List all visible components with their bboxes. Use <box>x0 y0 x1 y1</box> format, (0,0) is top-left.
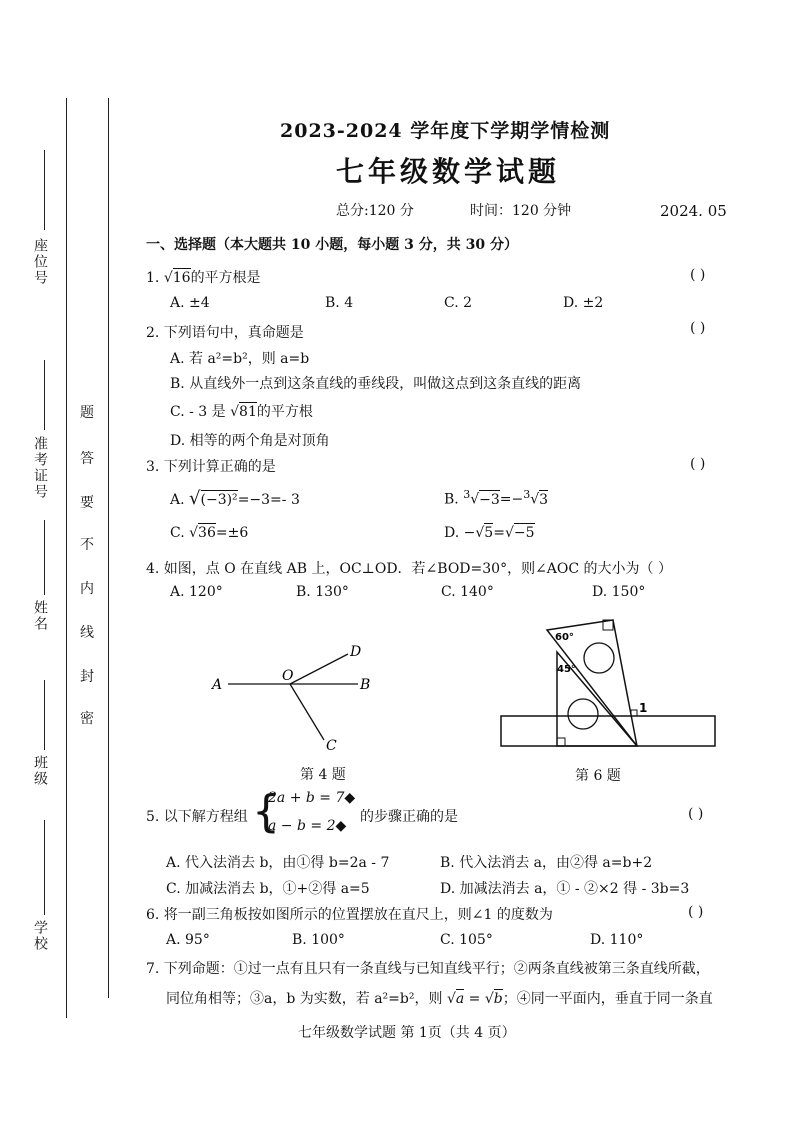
exam-id-field[interactable] <box>44 360 46 430</box>
q3-b-radicand: −3 <box>479 491 500 508</box>
point-o-label: O <box>282 668 294 684</box>
q6-option-a[interactable]: A. 95° <box>166 932 210 948</box>
page-footer: 七年级数学试题 第 1页（共 4 页） <box>298 1025 516 1041</box>
q5-stem-pre: 5. 以下解方程组 <box>146 809 248 825</box>
ray-od <box>290 654 348 684</box>
point-d-label: D <box>350 644 362 660</box>
sqrt-symbol: √ <box>530 491 540 508</box>
q2-option-d[interactable]: D. 相等的两个角是对顶角 <box>170 433 330 449</box>
sqrt-symbol: √ <box>189 525 199 541</box>
angle-45-label: 45° <box>557 664 576 675</box>
q3-b-index: 3 <box>463 488 471 501</box>
q4-figure <box>200 640 390 755</box>
q6-option-d[interactable]: D. 110° <box>590 932 644 948</box>
q3-option-c[interactable] <box>170 525 248 541</box>
q3-b-mid: =− <box>499 491 524 508</box>
seal-char: 要 <box>80 495 94 511</box>
q2-option-a[interactable]: A. 若 a²=b²，则 a=b <box>170 351 310 367</box>
q4-option-d[interactable]: D. 150° <box>592 584 646 600</box>
sqrt-symbol: √ <box>475 525 485 541</box>
q5-option-d[interactable]: D. 加减法消去 a，① - ②×2 得 - 3b=3 <box>440 881 690 897</box>
equation-brace: { <box>252 786 280 837</box>
q5-option-b[interactable]: B. 代入法消去 a，由②得 a=b+2 <box>440 855 653 871</box>
q6-figure-caption: 第 6 题 <box>575 768 621 784</box>
exam-title: 七年级数学试题 <box>336 155 561 188</box>
q3-c-label: C. <box>170 525 185 541</box>
total-score: 总分:120 分 <box>336 203 414 219</box>
seal-char: 题 <box>80 405 94 421</box>
q5-option-a[interactable]: A. 代入法消去 b，由①得 b=2a - 7 <box>166 855 390 871</box>
angle-60-label: 60° <box>555 632 574 643</box>
triangle-hole-top <box>584 643 614 673</box>
name-label: 姓名 <box>32 600 48 632</box>
seal-char: 答 <box>80 451 94 467</box>
sqrt-symbol: √ <box>470 491 480 508</box>
point-b-label: B <box>360 677 371 693</box>
q2-option-b[interactable]: B. 从直线外一点到这条直线的垂线段，叫做这点到这条直线的距离 <box>170 376 582 392</box>
section-heading: 一、选择题（本大题共 10 小题，每小题 3 分，共 30 分） <box>146 237 518 253</box>
q5-equation-1: 2a + b = 7◆ <box>268 790 356 806</box>
point-a-label: A <box>212 677 223 693</box>
q2-c-pre: C. - 3 是 <box>170 404 226 420</box>
q3-b-index2: 3 <box>523 488 531 501</box>
class-label: 班级 <box>32 755 48 787</box>
right-angle-mark <box>557 738 565 746</box>
seal-char: 不 <box>80 537 94 553</box>
q3-a-radicand: (−3)² <box>200 492 238 508</box>
seat-label: 座位号 <box>32 238 48 286</box>
q3-d-mid: = <box>493 525 505 541</box>
seal-char: 密 <box>80 711 94 727</box>
sqrt-symbol: √ <box>189 488 201 509</box>
right-angle-mark <box>631 710 637 716</box>
q3-a-post: =−3=- 3 <box>237 492 300 508</box>
q2-c-post: 的平方根 <box>256 404 313 420</box>
q1-option-b[interactable]: B. 4 <box>325 295 354 311</box>
school-label: 学校 <box>32 920 48 952</box>
q3-d-radicand: 5 <box>484 525 494 541</box>
q1-option-a[interactable]: A. ±4 <box>170 295 210 311</box>
exam-time: 时间：120 分钟 <box>470 203 572 219</box>
q3-a-label: A. <box>170 492 185 508</box>
q6-figure <box>495 612 725 752</box>
ruler <box>501 716 715 746</box>
q3-option-d[interactable] <box>444 525 535 541</box>
q3-option-a[interactable] <box>170 488 300 509</box>
q3-d-label: D. <box>444 525 460 541</box>
q1-option-d[interactable]: D. ±2 <box>563 295 604 311</box>
q3-b-label: B. <box>444 491 459 508</box>
q1-number: 1. <box>146 270 160 286</box>
q3-stem: 3. 下列计算正确的是 <box>146 459 276 475</box>
sqrt-symbol: √ <box>504 525 514 541</box>
q3-option-b[interactable] <box>444 488 548 508</box>
q7-line-1: 7. 下列命题：①过一点有且只有一条直线与已知直线平行；②两条直线被第三条直线所截， <box>146 961 710 977</box>
class-field[interactable] <box>44 680 46 750</box>
q5-answer-paren[interactable]: ( ) <box>688 806 704 822</box>
q4-figure-caption: 第 4 题 <box>300 767 346 783</box>
seal-char: 内 <box>80 581 94 597</box>
q5-stem-post: 的步骤正确的是 <box>360 809 458 825</box>
exam-date: 2024. 05 <box>660 202 727 220</box>
q3-d-radicand2: −5 <box>513 525 535 541</box>
point-c-label: C <box>326 738 337 754</box>
q4-option-b[interactable]: B. 130° <box>296 584 349 600</box>
q6-option-b[interactable]: B. 100° <box>292 932 345 948</box>
q4-option-c[interactable]: C. 140° <box>441 584 494 600</box>
q1-option-c[interactable]: C. 2 <box>444 295 473 311</box>
q7-rad-b: b <box>493 991 503 1007</box>
q4-option-a[interactable]: A. 120° <box>170 584 223 600</box>
sqrt-symbol: √ <box>446 991 456 1007</box>
q3-c-post: =±6 <box>215 525 249 541</box>
sqrt-symbol: √ <box>163 270 173 286</box>
q6-stem: 6. 将一副三角板按如图所示的位置摆放在直尺上，则∠1 的度数为 <box>146 907 553 923</box>
binding-line-inner <box>108 98 109 998</box>
exam-series-title: 2023-2024 学年度下学期学情检测 <box>280 120 611 142</box>
exam-id-label: 准考证号 <box>32 436 48 500</box>
q2-option-c[interactable] <box>170 401 313 421</box>
q7-line2-pre: 同位角相等；③a，b 为实数，若 a²=b²，则 <box>166 991 443 1007</box>
binding-line-outer <box>66 98 67 1018</box>
q5-equation-2: a − b = 2◆ <box>268 818 347 834</box>
q1-rest: 的平方根是 <box>190 270 261 286</box>
q7-eq: = <box>468 991 481 1007</box>
q3-c-radicand: 36 <box>198 525 216 541</box>
sqrt-symbol: √ <box>230 404 240 420</box>
q1-stem <box>146 267 261 287</box>
q7-line2-post: ；④同一平面内，垂直于同一条直 <box>502 991 713 1007</box>
q6-answer-paren[interactable]: ( ) <box>688 904 704 920</box>
triangle-hole-bottom <box>568 699 598 729</box>
seat-field[interactable] <box>44 150 46 230</box>
sqrt-symbol: √ <box>484 991 494 1007</box>
angle-1-label: 1 <box>639 701 648 715</box>
q3-b-radicand2: 3 <box>539 491 549 508</box>
ray-oc <box>290 684 324 740</box>
q3-d-pre: − <box>463 525 476 541</box>
q6-option-c[interactable]: C. 105° <box>440 932 493 948</box>
seal-char: 线 <box>80 625 94 641</box>
q2-answer-paren[interactable]: ( ) <box>690 320 706 336</box>
q5-option-c[interactable]: C. 加减法消去 b，①+②得 a=5 <box>166 881 370 897</box>
q1-radicand: 16 <box>172 270 191 286</box>
school-field[interactable] <box>44 820 46 915</box>
name-field[interactable] <box>44 520 46 595</box>
q4-stem: 4. 如图，点 O 在直线 AB 上，OC⊥OD．若∠BOD=30°，则∠AOC 的大小为（ ） <box>146 561 672 577</box>
q7-rad-a: a <box>455 991 465 1007</box>
q7-line-2 <box>166 988 713 1008</box>
q2-c-radicand: 81 <box>239 404 257 420</box>
q3-answer-paren[interactable]: ( ) <box>690 456 706 472</box>
seal-char: 封 <box>80 669 94 685</box>
q2-stem: 2. 下列语句中，真命题是 <box>146 325 304 341</box>
q1-answer-paren[interactable]: ( ) <box>690 267 706 283</box>
